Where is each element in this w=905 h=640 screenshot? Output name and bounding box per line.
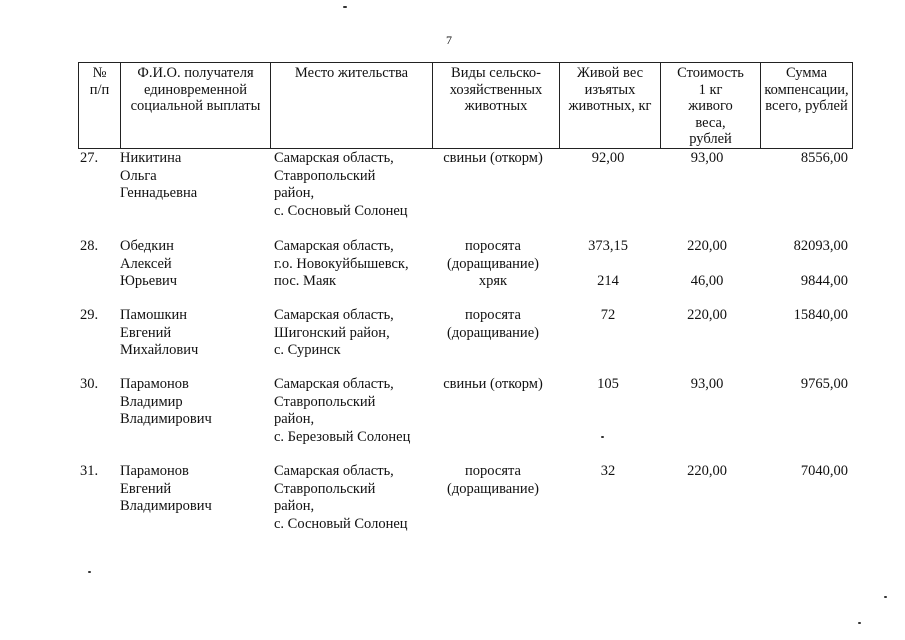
animal-type: поросята (доращивание) (447, 463, 539, 497)
animal-type: поросята (доращивание) (447, 307, 539, 341)
cost-per-kg: 93,00 (690, 150, 724, 166)
row-num: 30. (80, 376, 99, 392)
row-num: 27. (80, 150, 99, 166)
animal-type: свиньи (откорм) (443, 376, 543, 392)
header-place: Место жительства (271, 63, 433, 149)
header-cost-per-kg: Стоимость 1 кг живого веса, рублей (661, 63, 761, 149)
scan-speck (343, 6, 347, 8)
animal-type: свиньи (откорм) (443, 150, 543, 166)
header-animal-type: Виды сельско- хозяйственных животных (433, 63, 560, 149)
scan-speck (601, 436, 604, 438)
compensation-sum: 9765,00 (800, 376, 848, 392)
compensation-sum-boar: 9844,00 (800, 273, 848, 289)
live-weight: 72 (600, 307, 616, 323)
recipient-name: Обедкин Алексей Юрьевич (120, 238, 178, 289)
residence: Самарская область, Шигонский район, с. Суринск (274, 307, 394, 358)
recipient-name: Памошкин Евгений Михайлович (120, 307, 199, 358)
compensation-sum: 7040,00 (800, 463, 848, 479)
animal-type: поросята (доращивание) хряк (447, 238, 539, 289)
cost-per-kg: 220,00 (687, 307, 727, 323)
live-weight: 92,00 (591, 150, 625, 166)
residence: Самарская область, г.о. Новокуйбышевск, пос. Маяк (274, 238, 409, 289)
header-name: Ф.И.О. получателя единовременной социальной выплаты (121, 63, 271, 149)
recipient-name: Никитина Ольга Геннадьевна (120, 150, 198, 201)
page-number: 7 (446, 33, 452, 47)
recipient-name: Парамонов Евгений Владимирович (120, 463, 212, 514)
residence: Самарская область, Ставропольский район, с. Сосновый Солонец (274, 463, 408, 532)
live-weight: 105 (597, 376, 619, 392)
header-num: № п/п (79, 63, 121, 149)
live-weight: 32 (600, 463, 616, 479)
cost-per-kg: 220,00 (687, 463, 727, 479)
table-header (78, 62, 853, 149)
cost-per-kg: 93,00 (690, 376, 724, 392)
residence: Самарская область, Ставропольский район, с. Сосновый Солонец (274, 150, 408, 219)
cost-per-kg-boar: 46,00 (690, 273, 724, 289)
scan-speck (858, 622, 861, 624)
compensation-sum: 8556,00 (800, 150, 848, 166)
live-weight: 373,15 (588, 238, 628, 254)
row-num: 29. (80, 307, 99, 323)
live-weight-boar: 214 (597, 273, 619, 289)
scan-speck (88, 571, 91, 573)
compensation-sum: 15840,00 (793, 307, 848, 323)
compensation-sum: 82093,00 (793, 238, 848, 254)
header-live-weight: Живой вес изъятых животных, кг (560, 63, 661, 149)
header-compensation-sum: Сумма компенсации, всего, рублей (761, 63, 853, 149)
row-num: 28. (80, 238, 99, 254)
scan-speck (884, 596, 887, 598)
row-num: 31. (80, 463, 99, 479)
cost-per-kg: 220,00 (687, 238, 727, 254)
recipient-name: Парамонов Владимир Владимирович (120, 376, 212, 427)
residence: Самарская область, Ставропольский район, с. Березовый Солонец (274, 376, 411, 445)
